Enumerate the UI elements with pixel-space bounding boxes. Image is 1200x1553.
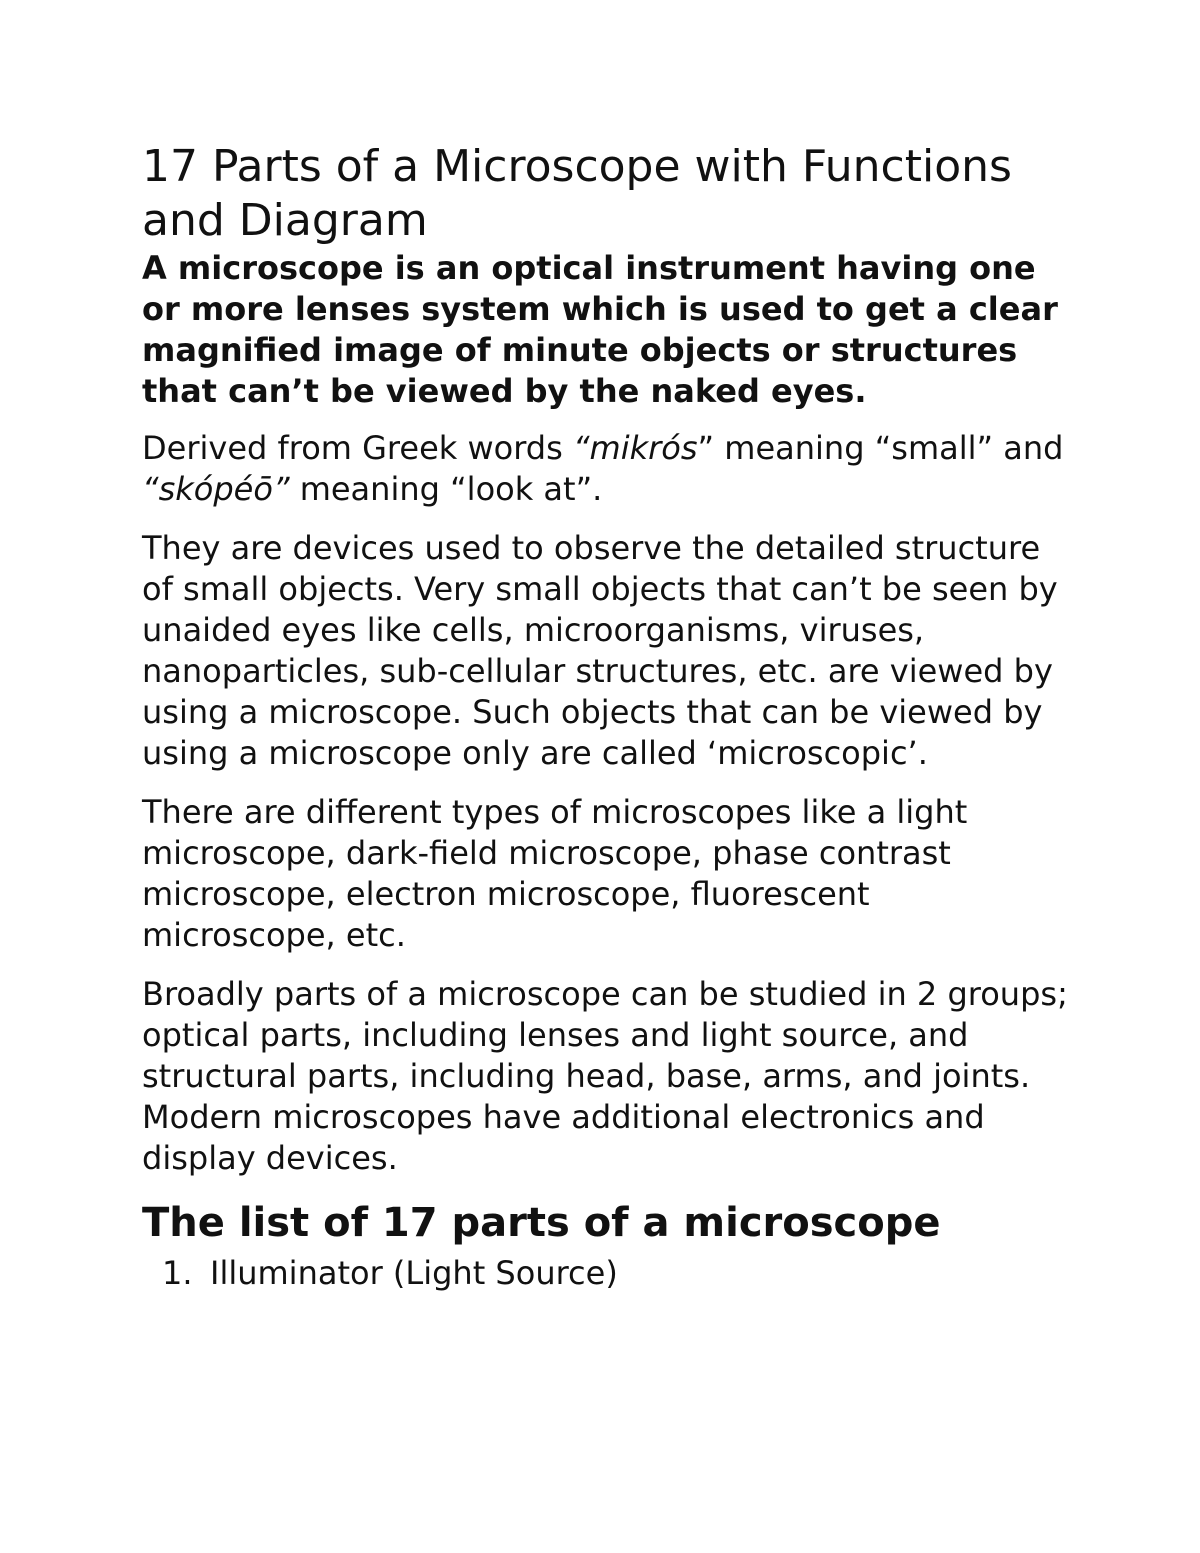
parts-list: [142, 1253, 1072, 1294]
section-heading: The list of 17 parts of a microscope: [142, 1200, 941, 1246]
list-item-number: 1.: [162, 1254, 193, 1292]
etymology-suffix: meaning “look at”.: [289, 470, 603, 508]
lead-paragraph: A microscope is an optical instrument having one or more lenses system which is used to get a clear magnified image of minute objects or structures that can’t be viewed by the naked eyes.: [142, 249, 1058, 410]
etymology-word-mikros: “mikrós: [572, 429, 698, 467]
list-item: [142, 1253, 1072, 1294]
body-paragraph-groups: Broadly parts of a microscope can be studied in 2 groups; optical parts, including lenses and light source, and structural parts, including head, base, arms, and joints. Modern microscopes have additional electronics and display devices.: [142, 975, 1068, 1177]
etymology-middle: ” meaning “small” and: [697, 429, 1064, 467]
list-item-label: Illuminator (Light Source): [210, 1254, 618, 1292]
etymology-word-skopeo: “skópéō”: [142, 470, 290, 508]
etymology-prefix: Derived from Greek words: [142, 429, 573, 467]
body-paragraph-definition: They are devices used to observe the detailed structure of small objects. Very small objects that can’t be seen by unaided eyes like cells, microorganisms, viruses, nanoparticles, sub-cellular structures, etc. are viewed by using a microscope. Such objects that can be viewed by using a microscope only are called ‘microscopic’.: [142, 529, 1058, 772]
page-title: 17 Parts of a Microscope with Functions and Diagram: [142, 141, 1012, 246]
document-page: [142, 140, 1072, 1294]
etymology-paragraph: [142, 428, 1072, 510]
body-paragraph-types: There are different types of microscopes like a light microscope, dark-field microscope, phase contrast microscope, electron microscope, fluorescent microscope, etc.: [142, 793, 968, 954]
